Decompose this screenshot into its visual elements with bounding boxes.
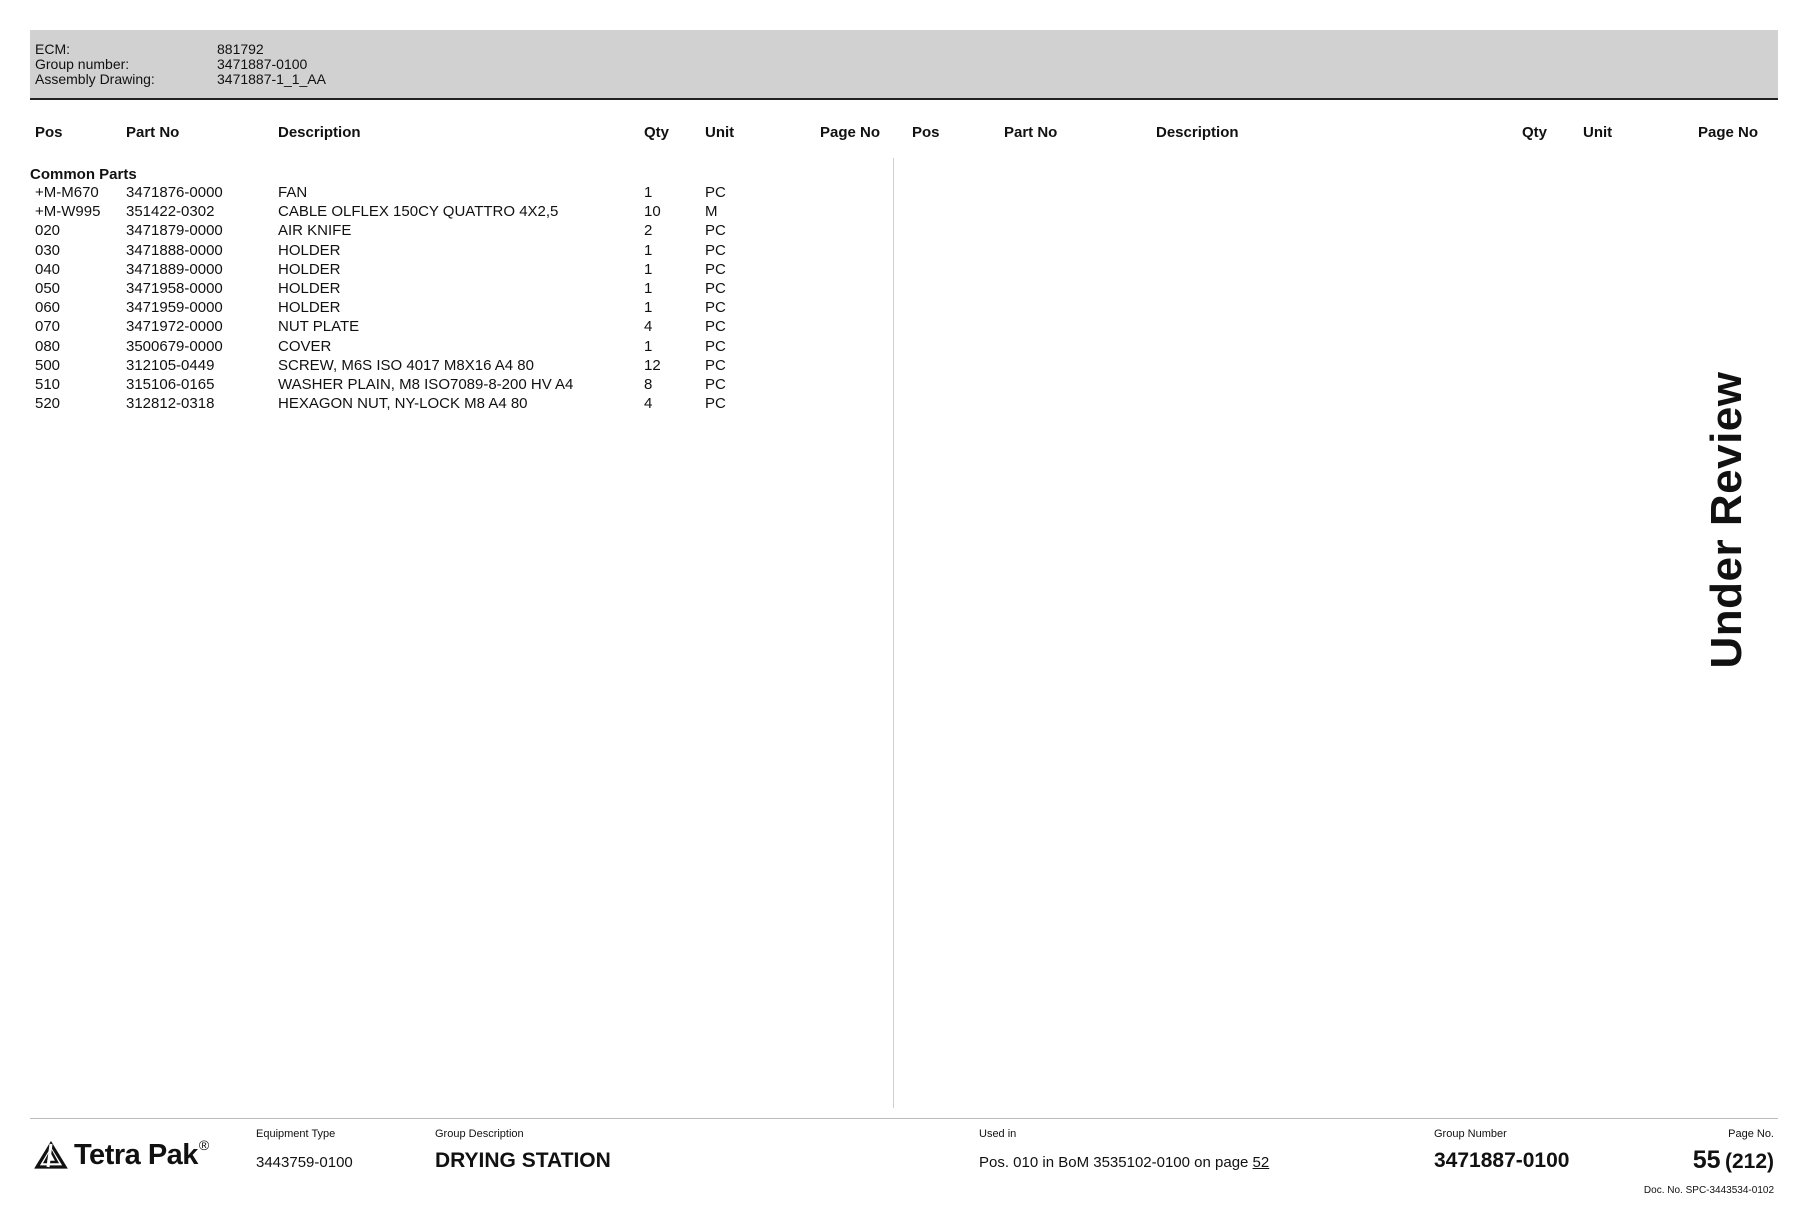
- cell-qty: 1: [644, 337, 653, 355]
- ecm-label: ECM:: [35, 41, 70, 57]
- footer-divider: [30, 1118, 1778, 1119]
- col-header-partno-left: Part No: [126, 124, 180, 141]
- ecm-value: 881792: [217, 41, 264, 57]
- cell-pos: 020: [35, 222, 61, 240]
- cell-part-no: 3471889-0000: [126, 260, 223, 278]
- cell-unit: PC: [705, 280, 726, 297]
- cell-unit: PC: [705, 337, 726, 355]
- equipment-type-label: Equipment Type: [256, 1128, 336, 1140]
- cell-unit: PC: [705, 241, 726, 259]
- col-header-partno-right: Part No: [1004, 124, 1058, 141]
- cell-pos: 070: [35, 318, 61, 336]
- cell-description: HOLDER: [278, 260, 341, 278]
- cell-qty: 8: [644, 376, 653, 393]
- page-number: [1693, 1146, 1774, 1175]
- cell-qty: 1: [644, 260, 653, 278]
- page-no-value: 55: [1692, 1146, 1721, 1174]
- cell-description: AIR KNIFE: [278, 222, 352, 240]
- used-in-value: [979, 1154, 1269, 1171]
- cell-unit: M: [705, 203, 718, 221]
- cell-pos: 060: [35, 299, 61, 317]
- cell-description: FAN: [278, 184, 308, 201]
- doc-number: Doc. No. SPC-3443534-0102: [1643, 1185, 1774, 1196]
- col-header-qty-left: Qty: [644, 124, 670, 141]
- used-in-text: Pos. 010 in BoM 3535102-0100 on page: [979, 1154, 1253, 1171]
- col-header-description-left: Description: [278, 124, 361, 141]
- cell-description: HOLDER: [278, 241, 341, 259]
- col-header-pos-left: Pos: [35, 124, 63, 141]
- cell-unit: PC: [705, 318, 726, 336]
- cell-qty: 4: [644, 318, 653, 336]
- col-header-pageno-left: Page No: [820, 124, 881, 141]
- used-in-label: Used in: [979, 1128, 1017, 1140]
- cell-qty: 2: [644, 222, 653, 240]
- col-header-qty-right: Qty: [1522, 124, 1548, 141]
- cell-part-no: 3500679-0000: [126, 337, 223, 355]
- group-number-label: Group number:: [35, 56, 130, 72]
- cell-pos: 040: [35, 260, 61, 278]
- cell-part-no: 3471876-0000: [126, 184, 223, 201]
- cell-description: NUT PLATE: [278, 318, 360, 336]
- cell-description: CABLE OLFLEX 150CY QUATTRO 4X2,5: [278, 203, 559, 221]
- cell-part-no: 3471959-0000: [126, 299, 223, 317]
- col-header-unit-right: Unit: [1583, 124, 1613, 141]
- cell-pos: +M-W995: [35, 203, 101, 221]
- page-no-label: Page No.: [1728, 1128, 1774, 1140]
- header-band: [30, 30, 1778, 100]
- cell-part-no: 315106-0165: [126, 376, 215, 393]
- logo-text: Tetra Pak: [74, 1138, 198, 1171]
- col-header-pos-right: Pos: [912, 124, 940, 141]
- cell-unit: PC: [705, 376, 726, 393]
- cell-qty: 10: [644, 203, 661, 221]
- cell-part-no: 3471972-0000: [126, 318, 223, 336]
- tetra-pak-triangle-icon: [34, 1141, 68, 1169]
- tetra-pak-logo: [34, 1138, 209, 1172]
- group-number-footer-value: 3471887-0100: [1434, 1149, 1570, 1172]
- cell-unit: PC: [705, 299, 726, 317]
- cell-unit: PC: [705, 260, 726, 278]
- cell-part-no: 3471888-0000: [126, 241, 223, 259]
- cell-part-no: 3471879-0000: [126, 222, 223, 240]
- cell-description: HEXAGON NUT, NY-LOCK M8 A4 80: [278, 395, 528, 413]
- cell-description: HOLDER: [278, 280, 341, 297]
- cell-pos: 080: [35, 337, 61, 355]
- col-header-pageno-right: Page No: [1698, 124, 1759, 141]
- section-title: Common Parts: [30, 166, 137, 183]
- col-header-description-right: Description: [1156, 124, 1239, 141]
- cell-pos: 050: [35, 280, 61, 297]
- equipment-type-value: 3443759-0100: [256, 1154, 353, 1171]
- cell-description: COVER: [278, 337, 332, 355]
- used-in-page-link[interactable]: 52: [1252, 1154, 1270, 1171]
- cell-description: HOLDER: [278, 299, 341, 317]
- page-total: (212): [1724, 1150, 1774, 1173]
- cell-qty: 12: [644, 356, 661, 374]
- cell-pos: +M-M670: [35, 184, 99, 201]
- cell-pos: 520: [35, 395, 61, 413]
- cell-pos: 030: [35, 241, 61, 259]
- cell-qty: 1: [644, 299, 653, 317]
- under-review-text: Under Review: [1702, 371, 1751, 669]
- col-header-unit-left: Unit: [705, 124, 735, 141]
- cell-pos: 510: [35, 376, 61, 393]
- assembly-drawing-value: 3471887-1_1_AA: [217, 71, 326, 87]
- cell-part-no: 3471958-0000: [126, 280, 223, 297]
- assembly-drawing-label: Assembly Drawing:: [35, 71, 155, 87]
- group-number-footer-label: Group Number: [1434, 1128, 1507, 1140]
- cell-unit: PC: [705, 395, 726, 413]
- cell-unit: PC: [705, 184, 726, 201]
- cell-unit: PC: [705, 356, 726, 374]
- cell-unit: PC: [705, 222, 726, 240]
- cell-qty: 1: [644, 241, 653, 259]
- logo-registered-mark: ®: [198, 1137, 210, 1153]
- cell-pos: 500: [35, 356, 61, 374]
- group-number-value: 3471887-0100: [217, 56, 308, 72]
- cell-description: SCREW, M6S ISO 4017 M8X16 A4 80: [278, 356, 534, 374]
- group-description-label: Group Description: [435, 1128, 524, 1140]
- cell-part-no: 312105-0449: [126, 356, 215, 374]
- cell-qty: 1: [644, 184, 653, 201]
- cell-qty: 4: [644, 395, 653, 413]
- group-description-value: DRYING STATION: [435, 1149, 611, 1172]
- cell-qty: 1: [644, 280, 653, 297]
- cell-part-no: 351422-0302: [126, 203, 215, 221]
- cell-description: WASHER PLAIN, M8 ISO7089-8-200 HV A4: [278, 376, 574, 393]
- column-divider: [893, 158, 894, 1108]
- cell-part-no: 312812-0318: [126, 395, 215, 413]
